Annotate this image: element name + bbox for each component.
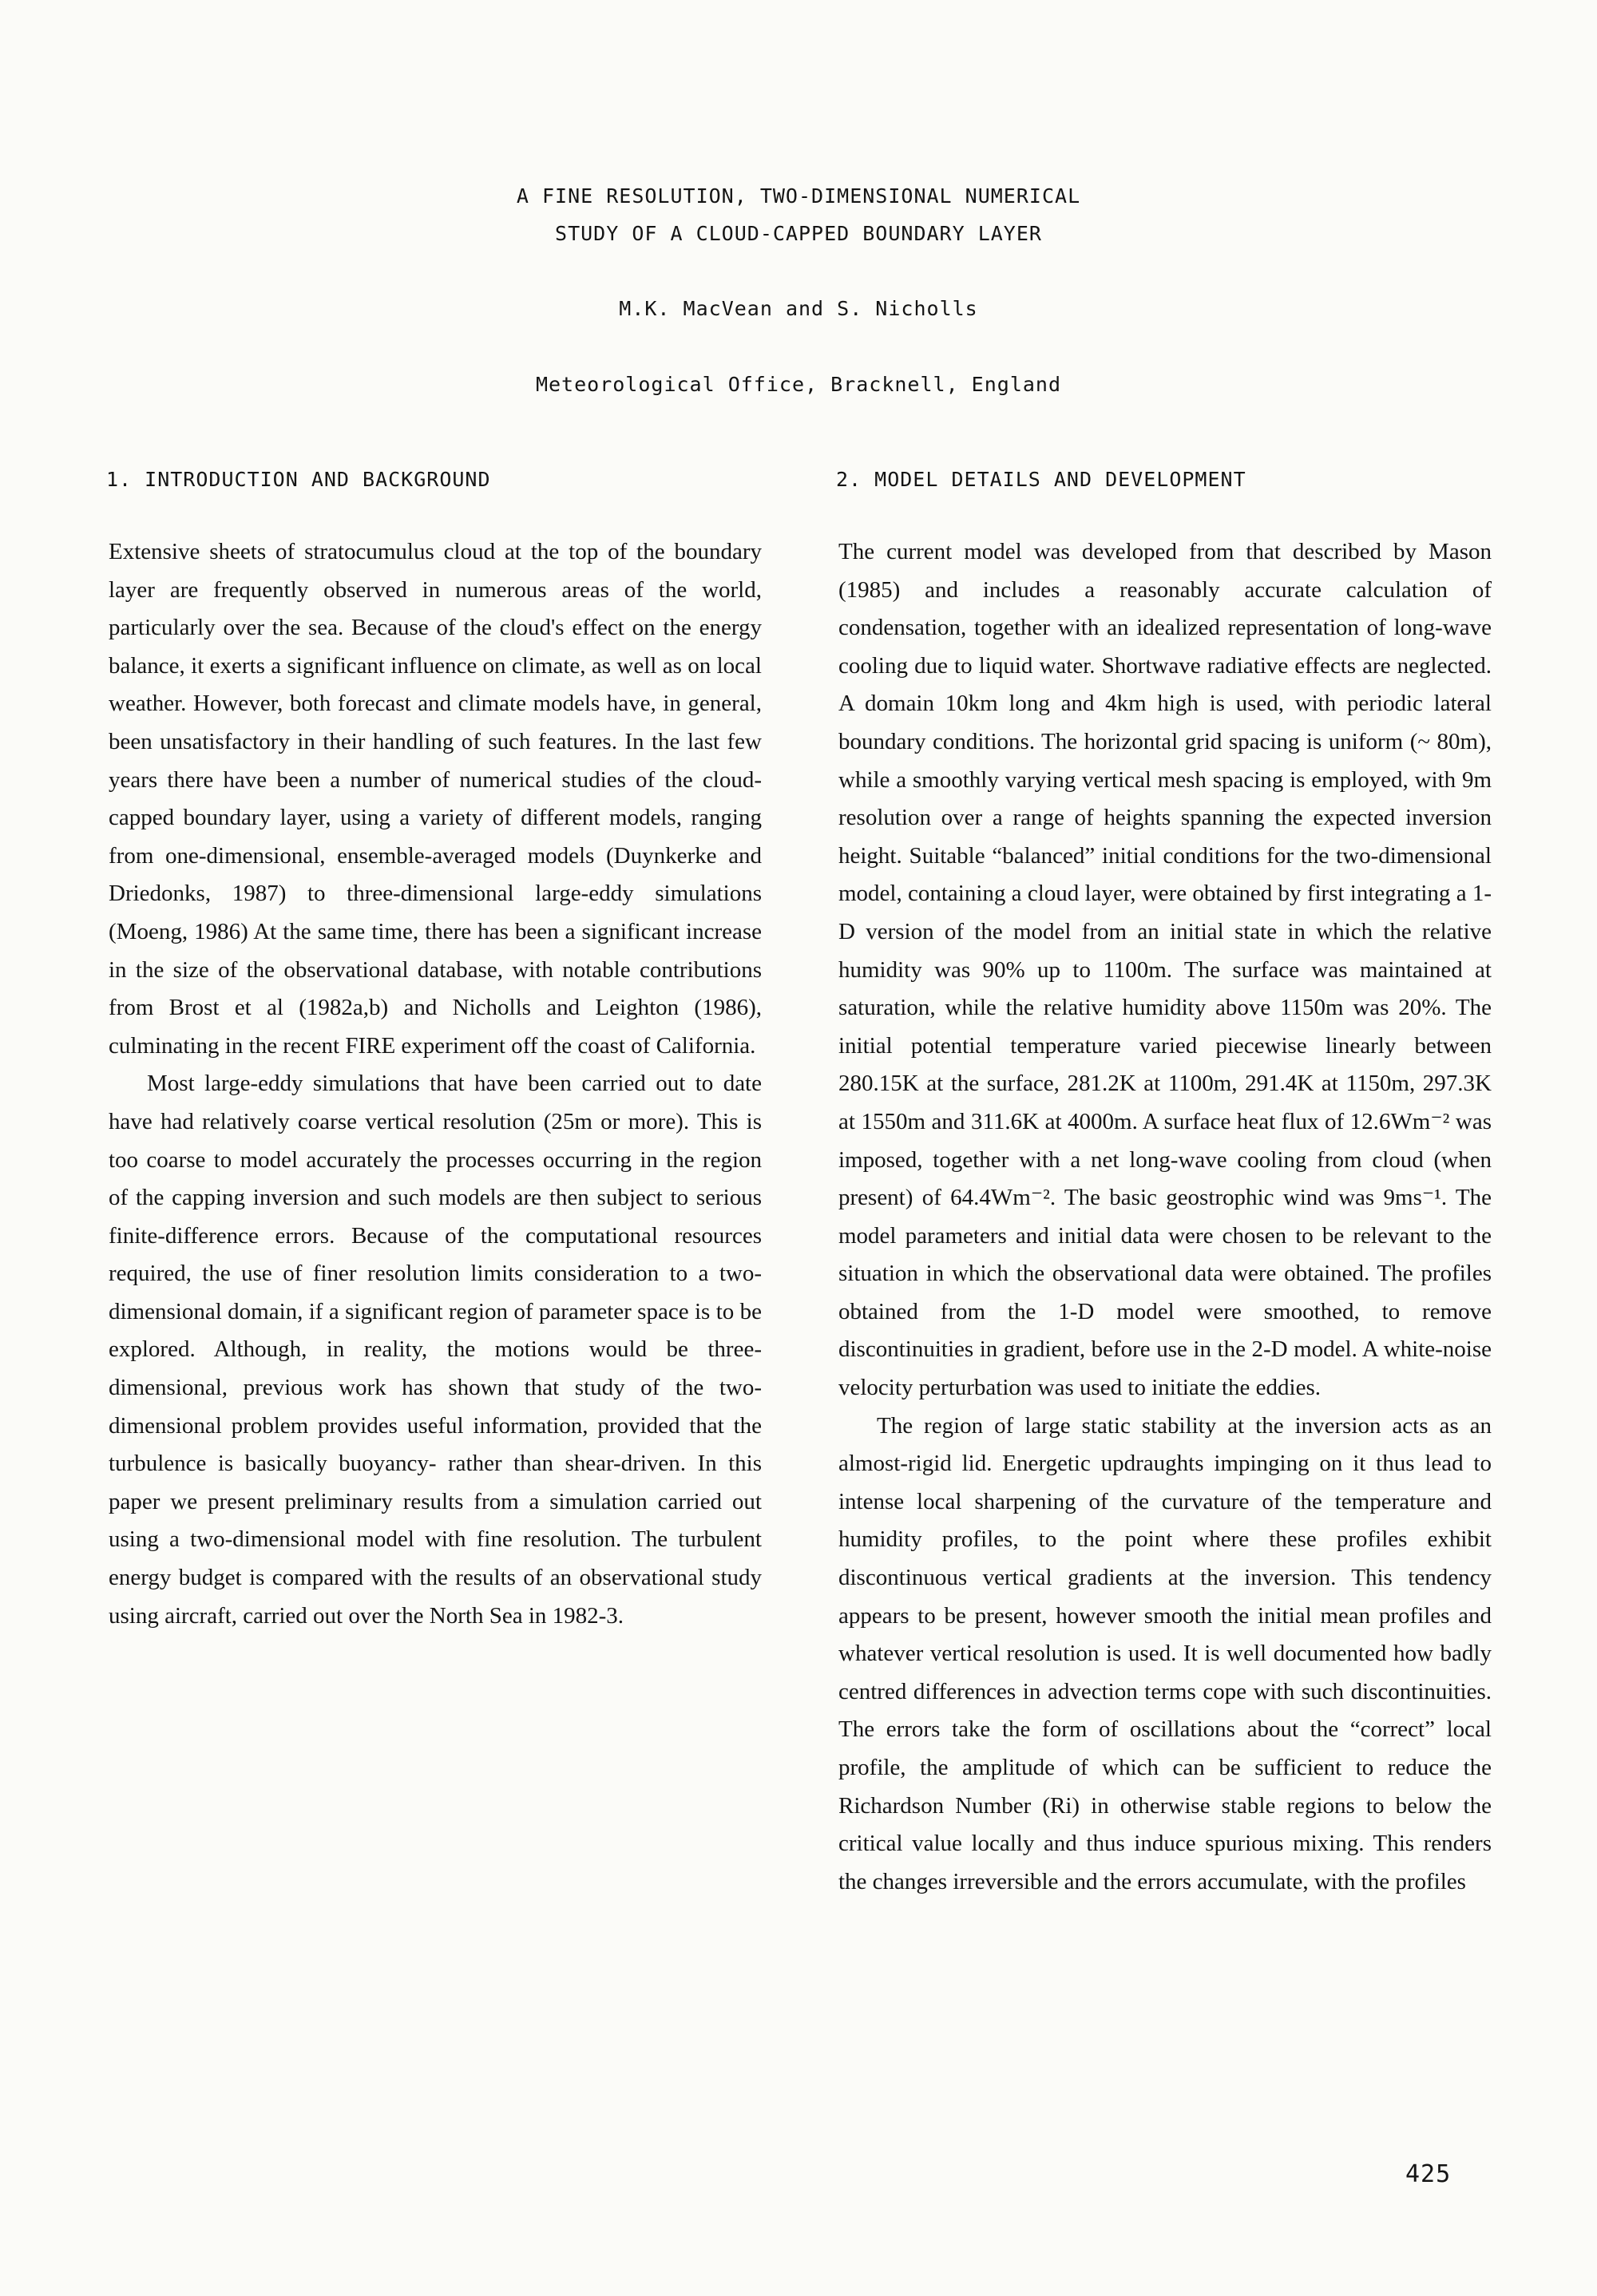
page-number: 425 bbox=[1405, 2160, 1452, 2188]
section-heading-introduction: 1. INTRODUCTION AND BACKGROUND bbox=[106, 468, 491, 491]
affiliation: Meteorological Office, Bracknell, England bbox=[535, 373, 1062, 396]
section-heading-model: 2. MODEL DETAILS AND DEVELOPMENT bbox=[836, 468, 1246, 491]
model-paragraph-1: The current model was developed from that described by Mason (1985) and includes a reasonably accurate calculation of condensation, together with an idealized representation of long-wave cooling due to liquid water. Shortwave radiative effects are neglected. A domain 10km long and 4km high is used, with periodic lateral boundary conditions. The horizontal grid spacing is uniform (~ 80m), while a smoothly varying vertical mesh spacing is employed, with 9m resolution over a range of heights spanning the expected inversion height. Suitable “balanced” initial conditions for the two-dimensional model, containing a cloud layer, were obtained by first integrating a 1-D version of the model from an initial state in which the relative humidity was 90% up to 1100m. The surface was maintained at saturation, while the relative humidity above 1150m was 20%. The initial potential temperature varied piecewise linearly between 280.15K at the surface, 281.2K at 1100m, 291.4K at 1150m, 297.3K at 1550m and 311.6K at 4000m. A surface heat flux of 12.6Wm⁻² was imposed, together with a net long-wave cooling from cloud (when present) of 64.4Wm⁻². The basic geostrophic wind was 9ms⁻¹. The model parameters and initial data were chosen to be relevant to the situation in which the observational data were obtained. The profiles obtained from the 1-D model were smoothed, to remove discontinuities in gradient, before use in the 2-D model. A white-noise velocity perturbation was used to initiate the eddies. bbox=[838, 539, 1492, 1401]
intro-paragraph-2: Most large-eddy simulations that have been carried out to date have had relatively coarse vertical resolution (25m or more). This is too coarse to model accurately the processes occurring in the region of the capping inversion and such models are then subject to serious finite-difference errors. Because of the computational resources required, the use of finer resolution limits consideration to a two-dimensional domain, if a significant region of parameter space is to be explored. Although, in reality, the motions would be three-dimensional, previous work has shown that study of the two-dimensional problem provides useful information, provided that the turbulence is basically buoyancy- rather than shear-driven. In this paper we present preliminary results from a simulation carried out using a two-dimensional model with fine resolution. The turbulent energy budget is compared with the results of an observational study using aircraft, carried out over the North Sea in 1982-3. bbox=[109, 1071, 762, 1629]
model-paragraph-2: The region of large static stability at the inversion acts as an almost-rigid lid. Energetic updraughts impinging on it thus lead to intense local sharpening of the curvature of the temperature and humidity profiles, to the point where these profiles exhibit discontinuous vertical gradients at the inversion. This tendency appears to be present, however smooth the initial mean profiles and whatever vertical resolution is used. It is well documented how badly centred differences in advection terms cope with such discontinuities. The errors take the form of oscillations about the “correct” local profile, the amplitude of which can be sufficient to reduce the Richardson Number (Ri) in otherwise stable regions to below the critical value locally and thus induce spurious mixing. This renders the changes irreversible and the errors accumulate, with the profiles bbox=[838, 1412, 1492, 1894]
intro-paragraph-1: Extensive sheets of stratocumulus cloud at the top of the boundary layer are frequently observed in numerous areas of the world, particularly over the sea. Because of the cloud's effect on the energy balance, it exerts a significant influence on climate, as well as on local weather. However, both forecast and climate models have, in general, been unsatisfactory in their handling of such features. In the last few years there have been a number of numerical studies of the cloud-capped boundary layer, using a variety of different models, ranging from one-dimensional, ensemble-averaged models (Duynkerke and Driedonks, 1987) to three-dimensional large-eddy simulations (Moeng, 1986) At the same time, there has been a significant increase in the size of the observational database, with notable contributions from Brost et al (1982a,b) and Nicholls and Leighton (1986), culminating in the recent FIRE experiment off the coast of California. bbox=[109, 539, 762, 1059]
paper-title bbox=[0, 177, 1597, 252]
title-line-2: STUDY OF A CLOUD-CAPPED BOUNDARY LAYER bbox=[555, 222, 1042, 245]
left-column bbox=[109, 533, 762, 1635]
title-line-1: A FINE RESOLUTION, TWO-DIMENSIONAL NUMERICAL bbox=[516, 184, 1081, 208]
authors: M.K. MacVean and S. Nicholls bbox=[619, 297, 978, 320]
right-column bbox=[838, 533, 1492, 1901]
